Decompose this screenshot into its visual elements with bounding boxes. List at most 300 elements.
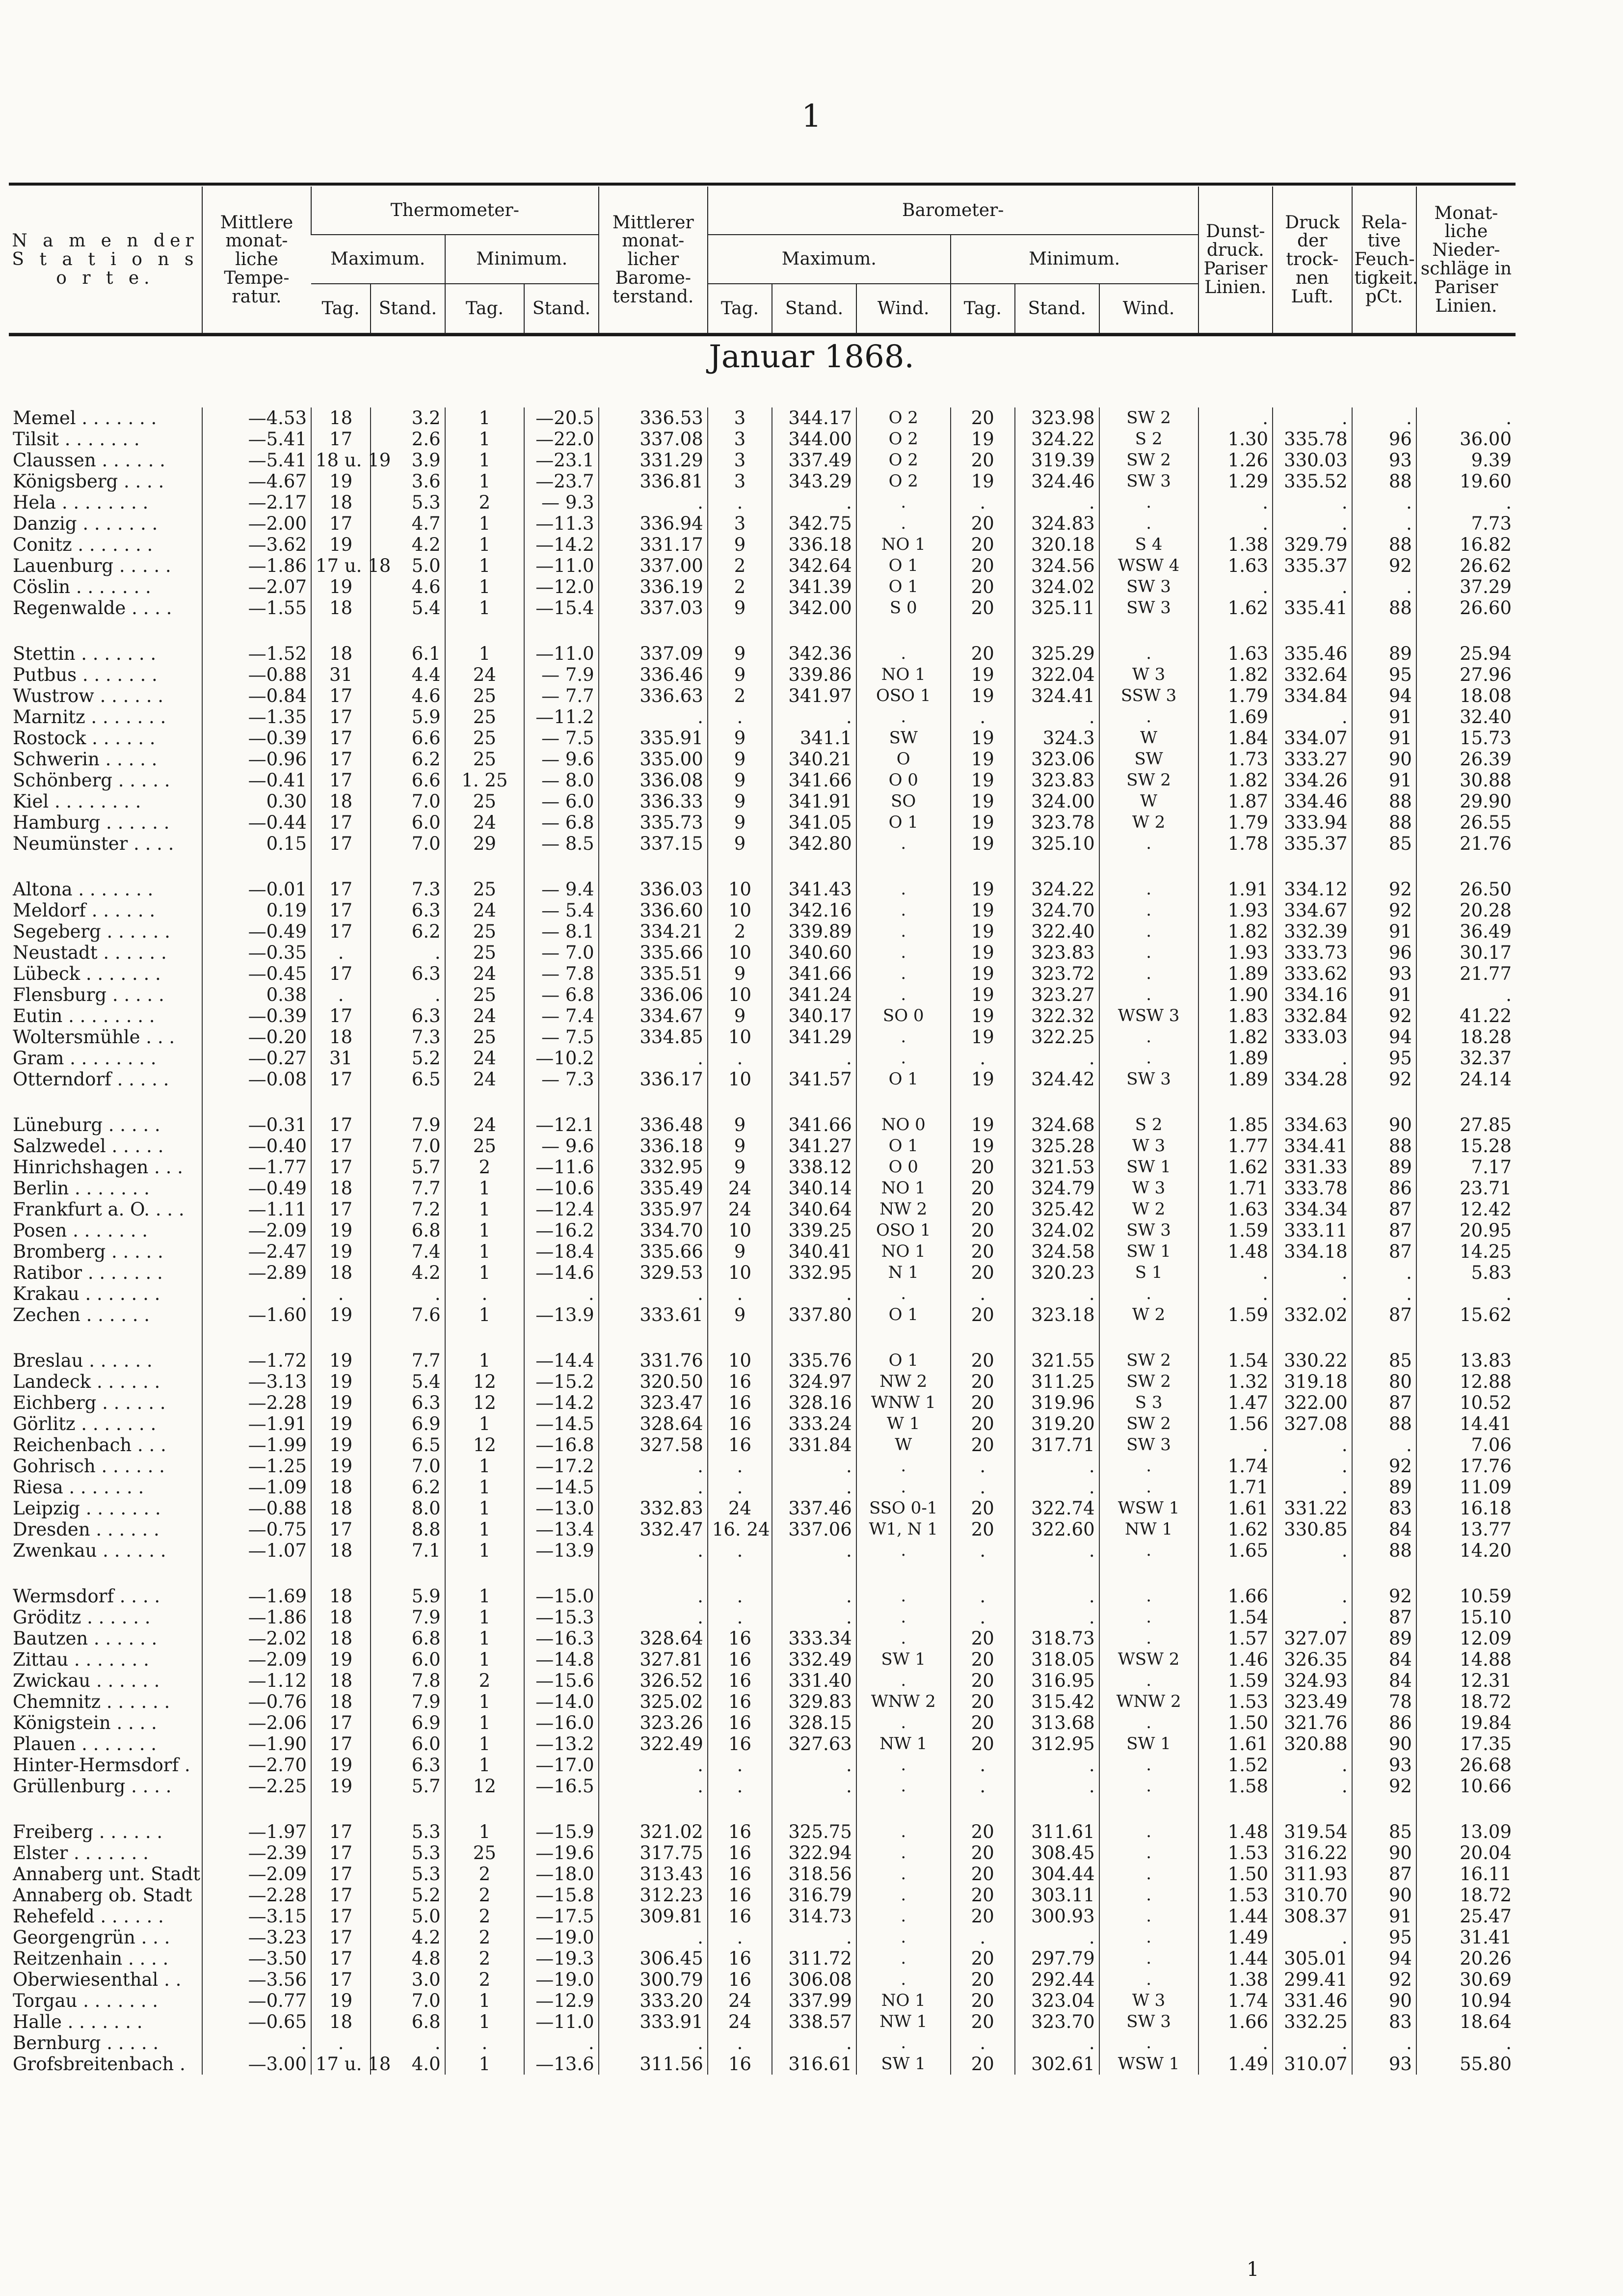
table-cell: . xyxy=(524,2032,598,2053)
table-cell: —16.3 xyxy=(524,1628,598,1649)
table-cell: 16 xyxy=(708,1733,772,1755)
table-cell: 12 xyxy=(445,1776,525,1797)
station-name: Gohrisch . . . . . . xyxy=(13,1456,165,1477)
table-cell: —12.0 xyxy=(524,576,598,597)
table-cell: 19 xyxy=(311,576,371,597)
table-cell: 1 xyxy=(445,555,525,576)
table-cell: 335.91 xyxy=(599,728,708,749)
table-cell: —14.4 xyxy=(524,1350,598,1371)
table-cell: W 2 xyxy=(1099,1199,1198,1220)
table-cell: —11.2 xyxy=(524,706,598,728)
table-cell: . xyxy=(311,942,371,963)
table-row xyxy=(9,1649,1516,1670)
table-cell: 322.94 xyxy=(772,1842,856,1864)
table-row xyxy=(9,1199,1516,1220)
table-cell: 5.9 xyxy=(371,706,445,728)
station-name: Zwickau . . . . . . xyxy=(13,1670,160,1691)
table-cell: . xyxy=(772,1776,856,1797)
table-cell: . xyxy=(1099,879,1198,900)
station-name: Eutin . . . . . . . . xyxy=(13,1005,155,1026)
table-cell: 10 xyxy=(708,900,772,921)
table-cell: 32.37 xyxy=(1416,1048,1516,1069)
table-cell: 332.64 xyxy=(1273,664,1352,685)
table-row xyxy=(9,1135,1516,1157)
station-name: Neumünster . . . . xyxy=(13,833,174,854)
table-cell: 9 xyxy=(708,597,772,619)
table-cell: 16 xyxy=(708,1842,772,1864)
table-row xyxy=(9,833,1516,854)
table-cell: . xyxy=(1273,1262,1352,1283)
table-cell: 19 xyxy=(951,1005,1015,1026)
table-row xyxy=(9,1586,1516,1607)
table-row xyxy=(9,534,1516,555)
station-name: Conitz . . . . . . . xyxy=(13,534,153,555)
table-cell: 2 xyxy=(445,1927,525,1948)
header-niederschlaege: Monat- liche Nieder- schläge in Pariser Linien. xyxy=(1416,187,1516,333)
header-station: N a m e n der S t a t i o n s o r t e. xyxy=(9,187,202,333)
table-cell: NO 1 xyxy=(856,1178,951,1199)
table-cell: . xyxy=(856,706,951,728)
table-cell: 13.77 xyxy=(1416,1519,1516,1540)
table-cell: WSW 1 xyxy=(1099,1498,1198,1519)
table-cell: . xyxy=(1352,1262,1416,1283)
table-cell: 322.49 xyxy=(599,1733,708,1755)
month-title: Januar 1868. xyxy=(709,339,914,375)
table-cell: 333.20 xyxy=(599,1990,708,2011)
table-cell: 20 xyxy=(951,1842,1015,1864)
table-cell: 19 xyxy=(951,471,1015,492)
table-cell: 9 xyxy=(708,770,772,791)
table-cell: 6.6 xyxy=(371,770,445,791)
table-cell: 10 xyxy=(708,1350,772,1371)
table-cell: 9 xyxy=(708,963,772,984)
table-cell: 323.06 xyxy=(1015,749,1099,770)
group-spacer xyxy=(9,619,1516,643)
station-name: Lauenburg . . . . . xyxy=(13,555,171,576)
table-cell: 1.65 xyxy=(1198,1540,1273,1561)
table-cell: SW xyxy=(1099,749,1198,770)
station-name: Otterndorf . . . . . xyxy=(13,1069,169,1090)
table-cell: 17 xyxy=(311,812,371,833)
header-wind: Wind. xyxy=(1099,284,1198,333)
table-cell: 17.76 xyxy=(1416,1456,1516,1477)
table-cell: 341.1 xyxy=(772,728,856,749)
table-cell: 9 xyxy=(708,1157,772,1178)
table-cell: 20 xyxy=(951,513,1015,534)
table-cell: 27.85 xyxy=(1416,1114,1516,1135)
table-cell: 10 xyxy=(708,1220,772,1241)
table-cell: SW 3 xyxy=(1099,597,1198,619)
table-row xyxy=(9,984,1516,1005)
table-cell: 325.28 xyxy=(1015,1135,1099,1157)
table-cell: 332.84 xyxy=(1273,1005,1352,1026)
table-cell: . xyxy=(1352,1434,1416,1456)
table-cell: . xyxy=(1352,492,1416,513)
table-cell: 1.46 xyxy=(1198,1649,1273,1670)
table-cell: 92 xyxy=(1352,1586,1416,1607)
table-cell: 324.46 xyxy=(1015,471,1099,492)
table-cell: . xyxy=(1099,1712,1198,1733)
table-cell: —14.8 xyxy=(524,1649,598,1670)
station-name: Rehefeld . . . . . . xyxy=(13,1906,164,1927)
table-cell: 6.9 xyxy=(371,1712,445,1733)
group-spacer xyxy=(9,854,1516,879)
table-cell: 336.53 xyxy=(599,407,708,429)
table-cell: 3.6 xyxy=(371,471,445,492)
table-cell: —22.0 xyxy=(524,429,598,450)
table-cell: S 2 xyxy=(1099,1114,1198,1135)
table-cell: . xyxy=(856,1026,951,1048)
table-cell: 1 xyxy=(445,1990,525,2011)
table-cell: 321.76 xyxy=(1273,1712,1352,1733)
table-cell: —1.86 xyxy=(202,1607,311,1628)
table-row xyxy=(9,1842,1516,1864)
table-cell: —15.8 xyxy=(524,1885,598,1906)
table-cell: . xyxy=(951,492,1015,513)
table-cell: . xyxy=(1273,1755,1352,1776)
table-cell: 3.0 xyxy=(371,1969,445,1990)
table-cell: SSW 3 xyxy=(1099,685,1198,706)
table-cell: . xyxy=(856,1586,951,1607)
station-name: Segeberg . . . . . . xyxy=(13,921,170,942)
table-cell: 302.61 xyxy=(1015,2053,1099,2075)
table-cell: 328.64 xyxy=(599,1413,708,1434)
table-cell: SW 3 xyxy=(1099,1220,1198,1241)
table-cell: 292.44 xyxy=(1015,1969,1099,1990)
table-cell: —0.77 xyxy=(202,1990,311,2011)
table-cell: 1.93 xyxy=(1198,900,1273,921)
table-cell: —3.50 xyxy=(202,1948,311,1969)
table-cell: 16.18 xyxy=(1416,1498,1516,1519)
table-cell: —2.00 xyxy=(202,513,311,534)
table-cell: 88 xyxy=(1352,1413,1416,1434)
table-cell: 20 xyxy=(951,1371,1015,1392)
table-cell: 333.62 xyxy=(1273,963,1352,984)
table-cell: 333.24 xyxy=(772,1413,856,1434)
table-cell: . xyxy=(1416,407,1516,429)
table-cell: 337.06 xyxy=(772,1519,856,1540)
table-cell: 20.26 xyxy=(1416,1948,1516,1969)
station-name: Woltersmühle . . . xyxy=(13,1026,175,1048)
table-cell: 4.6 xyxy=(371,576,445,597)
table-cell: . xyxy=(772,2032,856,2053)
table-cell: 91 xyxy=(1352,921,1416,942)
table-cell: —2.39 xyxy=(202,1842,311,1864)
header-thermo-min: Minimum. xyxy=(445,235,599,284)
table-cell: —0.75 xyxy=(202,1519,311,1540)
table-cell: 20 xyxy=(951,1670,1015,1691)
table-cell: . xyxy=(1099,984,1198,1005)
table-cell: —3.23 xyxy=(202,1927,311,1948)
table-cell: 1.66 xyxy=(1198,1586,1273,1607)
table-cell: . xyxy=(856,1283,951,1304)
table-cell: —0.01 xyxy=(202,879,311,900)
table-cell: 24 xyxy=(445,963,525,984)
table-cell: 85 xyxy=(1352,833,1416,854)
table-cell: 20.28 xyxy=(1416,900,1516,921)
table-cell: W 3 xyxy=(1099,1178,1198,1199)
table-cell: . xyxy=(1099,1586,1198,1607)
table-cell: 334.85 xyxy=(599,1026,708,1048)
table-cell: 20 xyxy=(951,1498,1015,1519)
table-cell: 20 xyxy=(951,1157,1015,1178)
header-baro-max: Maximum. xyxy=(708,235,951,284)
table-cell: 297.79 xyxy=(1015,1948,1099,1969)
table-cell: —0.88 xyxy=(202,664,311,685)
table-cell: 336.08 xyxy=(599,770,708,791)
table-cell: . xyxy=(1416,492,1516,513)
table-cell: 336.48 xyxy=(599,1114,708,1135)
table-cell: 87 xyxy=(1352,1304,1416,1325)
table-cell: 1 xyxy=(445,1519,525,1540)
table-cell: 10 xyxy=(708,1262,772,1283)
table-cell: 341.91 xyxy=(772,791,856,812)
table-cell: 88 xyxy=(1352,1540,1416,1561)
table-cell: . xyxy=(772,1755,856,1776)
table-row xyxy=(9,1948,1516,1969)
table-cell: . xyxy=(772,1586,856,1607)
table-cell: 7.9 xyxy=(371,1114,445,1135)
table-cell: 17 xyxy=(311,1948,371,1969)
table-cell: . xyxy=(951,1586,1015,1607)
header-feuchtigkeit: Rela- tive Feuch- tigkeit. pCt. xyxy=(1352,187,1416,333)
table-cell: 1.87 xyxy=(1198,791,1273,812)
table-cell: 8.0 xyxy=(371,1498,445,1519)
table-cell: 337.49 xyxy=(772,450,856,471)
station-name: Salzwedel . . . . . xyxy=(13,1135,164,1157)
table-cell: —1.72 xyxy=(202,1350,311,1371)
table-cell: 1.59 xyxy=(1198,1304,1273,1325)
table-cell: 1.56 xyxy=(1198,1413,1273,1434)
table-cell: 329.79 xyxy=(1273,534,1352,555)
table-cell: 333.27 xyxy=(1273,749,1352,770)
station-name: Görlitz . . . . . . . xyxy=(13,1413,157,1434)
table-cell: 18 xyxy=(311,1262,371,1283)
table-cell: 16 xyxy=(708,1413,772,1434)
table-cell: 29.90 xyxy=(1416,791,1516,812)
table-cell: 90 xyxy=(1352,1842,1416,1864)
table-cell: 319.18 xyxy=(1273,1371,1352,1392)
table-cell: 333.94 xyxy=(1273,812,1352,833)
table-cell: —11.0 xyxy=(524,2011,598,2032)
table-cell: —23.7 xyxy=(524,471,598,492)
table-cell: SW 1 xyxy=(1099,1733,1198,1755)
station-name: Elster . . . . . . . xyxy=(13,1842,149,1864)
table-cell: . xyxy=(599,2032,708,2053)
table-cell: 2 xyxy=(445,1864,525,1885)
table-cell: 324.00 xyxy=(1015,791,1099,812)
station-name: Regenwalde . . . . xyxy=(13,597,172,619)
table-cell: 20 xyxy=(951,1948,1015,1969)
table-cell: 327.07 xyxy=(1273,1628,1352,1649)
table-cell: . xyxy=(1099,833,1198,854)
table-cell: 96 xyxy=(1352,429,1416,450)
table-cell: 24 xyxy=(708,2011,772,2032)
table-cell: 323.04 xyxy=(1015,1990,1099,2011)
table-cell: 14.41 xyxy=(1416,1413,1516,1434)
table-cell: —1.55 xyxy=(202,597,311,619)
table-cell: — 7.8 xyxy=(524,963,598,984)
station-name: Gröditz . . . . . . xyxy=(13,1607,151,1628)
table-cell: 339.86 xyxy=(772,664,856,685)
table-cell: . xyxy=(856,643,951,664)
table-cell: . xyxy=(1099,1755,1198,1776)
table-cell: 1.84 xyxy=(1198,728,1273,749)
station-name: Reitzenhain . . . . xyxy=(13,1948,169,1969)
table-cell: . xyxy=(1015,492,1099,513)
table-cell: —2.47 xyxy=(202,1241,311,1262)
table-cell: . xyxy=(1099,1026,1198,1048)
table-cell: 334.67 xyxy=(599,1005,708,1026)
table-cell: 7.3 xyxy=(371,879,445,900)
table-cell: —18.4 xyxy=(524,1241,598,1262)
table-cell: 335.37 xyxy=(1273,833,1352,854)
table-cell: 20 xyxy=(951,1519,1015,1540)
table-cell: 15.73 xyxy=(1416,728,1516,749)
table-cell: — 7.7 xyxy=(524,685,598,706)
table-cell: . xyxy=(1015,1586,1099,1607)
table-cell: —16.5 xyxy=(524,1776,598,1797)
table-cell: 93 xyxy=(1352,2053,1416,2075)
table-cell: 20 xyxy=(951,1413,1015,1434)
table-cell: . xyxy=(524,1283,598,1304)
table-cell: . xyxy=(772,1607,856,1628)
table-cell: . xyxy=(1273,706,1352,728)
table-cell: 1.62 xyxy=(1198,1519,1273,1540)
table-cell: 339.89 xyxy=(772,921,856,942)
table-cell: 24 xyxy=(445,1069,525,1090)
table-row xyxy=(9,1005,1516,1026)
station-name: Berlin . . . . . . . xyxy=(13,1178,150,1199)
table-cell: . xyxy=(951,1456,1015,1477)
table-cell: 17 xyxy=(311,706,371,728)
table-cell: W 2 xyxy=(1099,812,1198,833)
table-cell: 342.80 xyxy=(772,833,856,854)
table-cell: 317.71 xyxy=(1015,1434,1099,1456)
table-cell: 2 xyxy=(708,555,772,576)
table-cell: 18 u. 19 xyxy=(311,450,371,471)
table-cell: —14.5 xyxy=(524,1413,598,1434)
table-cell: 18.28 xyxy=(1416,1026,1516,1048)
table-cell: 90 xyxy=(1352,1885,1416,1906)
table-cell: . xyxy=(1198,1262,1273,1283)
table-cell: 313.68 xyxy=(1015,1712,1099,1733)
table-cell: 10 xyxy=(708,1069,772,1090)
table-cell: 18.72 xyxy=(1416,1691,1516,1712)
table-cell: 1 xyxy=(445,1712,525,1733)
table-cell: 1.47 xyxy=(1198,1392,1273,1413)
table-cell: 3 xyxy=(708,513,772,534)
table-cell: 322.74 xyxy=(1015,1498,1099,1519)
table-cell: 7.7 xyxy=(371,1350,445,1371)
station-name: Zittau . . . . . . . xyxy=(13,1649,149,1670)
table-cell: 20 xyxy=(951,2053,1015,2075)
table-cell: O 0 xyxy=(856,770,951,791)
table-cell: . xyxy=(599,1776,708,1797)
table-cell: . xyxy=(772,1048,856,1069)
station-name: Zwenkau . . . . . . xyxy=(13,1540,166,1561)
table-cell: 6.9 xyxy=(371,1413,445,1434)
table-cell: —19.6 xyxy=(524,1842,598,1864)
table-cell: 1.59 xyxy=(1198,1670,1273,1691)
station-name: Posen . . . . . . . xyxy=(13,1220,148,1241)
table-cell: OSO 1 xyxy=(856,1220,951,1241)
table-cell: —17.0 xyxy=(524,1755,598,1776)
table-cell: 1 xyxy=(445,1821,525,1842)
table-cell: . xyxy=(1273,2032,1352,2053)
table-cell: 17 u. 18 xyxy=(311,2053,371,2075)
table-cell: 88 xyxy=(1352,1135,1416,1157)
table-row xyxy=(9,1864,1516,1885)
table-cell: 19 xyxy=(951,1026,1015,1048)
table-cell: 24 xyxy=(708,1199,772,1220)
table-cell: 328.15 xyxy=(772,1712,856,1733)
table-cell: 16 xyxy=(708,1906,772,1927)
table-row xyxy=(9,1755,1516,1776)
table-cell: 336.81 xyxy=(599,471,708,492)
station-name: Grüllenburg . . . . xyxy=(13,1776,172,1797)
table-cell: 19 xyxy=(311,534,371,555)
table-cell: 36.00 xyxy=(1416,429,1516,450)
table-cell: . xyxy=(1099,942,1198,963)
station-name: Hinrichshagen . . . xyxy=(13,1157,183,1178)
table-cell: . xyxy=(1198,1434,1273,1456)
table-cell: 19 xyxy=(951,728,1015,749)
table-row xyxy=(9,791,1516,812)
table-cell: 88 xyxy=(1352,812,1416,833)
station-name: Oberwiesenthal . . xyxy=(13,1969,182,1990)
table-cell: 0.38 xyxy=(202,984,311,1005)
table-cell: 9 xyxy=(708,1241,772,1262)
table-cell: . xyxy=(1198,407,1273,429)
table-cell: 19 xyxy=(311,471,371,492)
table-cell: 32.40 xyxy=(1416,706,1516,728)
table-cell: 2 xyxy=(445,1906,525,1927)
table-cell: 25 xyxy=(445,1026,525,1048)
table-row xyxy=(9,749,1516,770)
table-cell: NO 1 xyxy=(856,1990,951,2011)
station-name: Grofsbreitenbach . xyxy=(13,2053,186,2075)
header-druck-luft: Druck der trock- nen Luft. xyxy=(1273,187,1352,333)
table-cell: 1.38 xyxy=(1198,534,1273,555)
table-cell: . xyxy=(1198,2032,1273,2053)
table-cell: —13.9 xyxy=(524,1304,598,1325)
table-cell: . xyxy=(772,1477,856,1498)
group-spacer xyxy=(9,1325,1516,1350)
table-cell: 91 xyxy=(1352,984,1416,1005)
table-cell: 92 xyxy=(1352,1969,1416,1990)
table-cell: . xyxy=(856,1048,951,1069)
table-cell: 19 xyxy=(951,749,1015,770)
table-row xyxy=(9,1069,1516,1090)
table-cell: 316.61 xyxy=(772,2053,856,2075)
table-cell: 341.05 xyxy=(772,812,856,833)
table-cell: . xyxy=(1416,1283,1516,1304)
table-cell: . xyxy=(1099,1948,1198,1969)
station-name: Meldorf . . . . . . xyxy=(13,900,156,921)
table-cell: 90 xyxy=(1352,1114,1416,1135)
table-cell: 312.23 xyxy=(599,1885,708,1906)
table-cell: 5.3 xyxy=(371,1842,445,1864)
table-cell: 17 xyxy=(311,1135,371,1157)
table-cell: . xyxy=(599,1755,708,1776)
table-cell: 324.22 xyxy=(1015,429,1099,450)
table-cell: 343.29 xyxy=(772,471,856,492)
table-cell: 19 xyxy=(951,942,1015,963)
table-cell: 17 xyxy=(311,1842,371,1864)
table-row xyxy=(9,1969,1516,1990)
table-cell: 334.07 xyxy=(1273,728,1352,749)
